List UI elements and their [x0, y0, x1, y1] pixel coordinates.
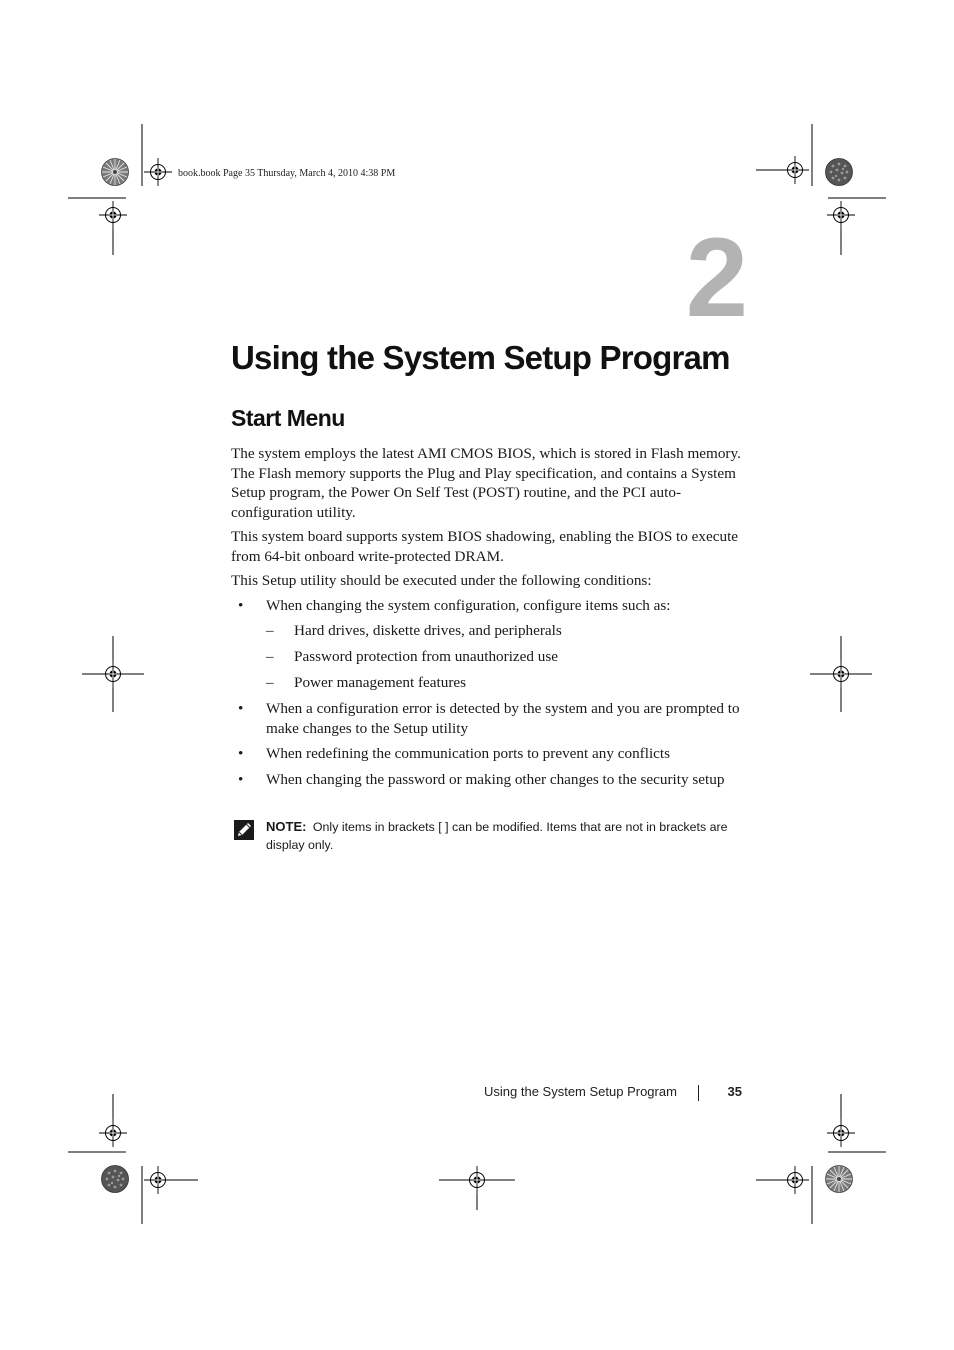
- paragraph: This system board supports system BIOS shadowing, enabling the BIOS to execute from 64-bit onboard write-protected DRAM.: [231, 528, 739, 565]
- sub-list-item-text: Hard drives, diskette drives, and peripherals: [294, 622, 562, 639]
- bullet-icon: •: [238, 596, 244, 614]
- sub-list-item: [266, 647, 746, 667]
- chapter-number: 2: [685, 215, 746, 340]
- conditions-list: [231, 596, 746, 790]
- list-item-text: When changing the password or making other changes to the security setup: [266, 770, 725, 788]
- page-number: 35: [727, 1084, 742, 1099]
- dash-icon: –: [266, 648, 274, 665]
- dash-icon: –: [266, 674, 274, 691]
- section-body: [231, 444, 746, 795]
- bullet-icon: •: [238, 700, 244, 717]
- sub-list-item-text: Power management features: [294, 674, 467, 691]
- list-item-text: When changing the system configuration, configure items such as:: [266, 596, 671, 614]
- paragraph: The system employs the latest AMI CMOS BIOS, which is stored in Flash memory. The Flash memory supports the Plug and Play specification, and contains a System Setup program, the Power On Self Test (POST) routine, and the PCI auto-configuration utility.: [231, 445, 741, 521]
- list-item: [231, 744, 746, 764]
- list-item-text: When redefining the communication ports to prevent any conflicts: [266, 745, 671, 762]
- note-label: NOTE:: [266, 819, 307, 834]
- footer-title: Using the System Setup Program: [484, 1084, 677, 1099]
- sub-list-item-text: Password protection from unauthorized use: [294, 648, 559, 665]
- dash-icon: –: [266, 622, 274, 639]
- bullet-icon: •: [238, 745, 244, 762]
- section-title: Start Menu: [231, 405, 345, 431]
- bullet-icon: •: [238, 770, 244, 788]
- sub-list-item: [266, 621, 746, 641]
- note-callout: [231, 818, 746, 854]
- list-item: [231, 699, 746, 738]
- note-text-block: [231, 818, 746, 854]
- print-slug: book.book Page 35 Thursday, March 4, 2010 4:38 PM: [178, 168, 396, 179]
- footer-separator: [698, 1085, 699, 1101]
- list-item: [231, 596, 746, 693]
- sub-list: [266, 621, 746, 693]
- sub-list-item: [266, 673, 746, 693]
- chapter-title: Using the System Setup Program: [231, 339, 730, 376]
- list-item: [231, 770, 746, 790]
- note-text: Only items in brackets [ ] can be modified. Items that are not in brackets are display only.: [266, 820, 728, 852]
- pencil-note-icon: [233, 819, 255, 841]
- paragraph: This Setup utility should be executed under the following conditions:: [231, 572, 652, 589]
- list-item-text: When a configuration error is detected by the system and you are prompted to make changes to the Setup utility: [266, 700, 740, 737]
